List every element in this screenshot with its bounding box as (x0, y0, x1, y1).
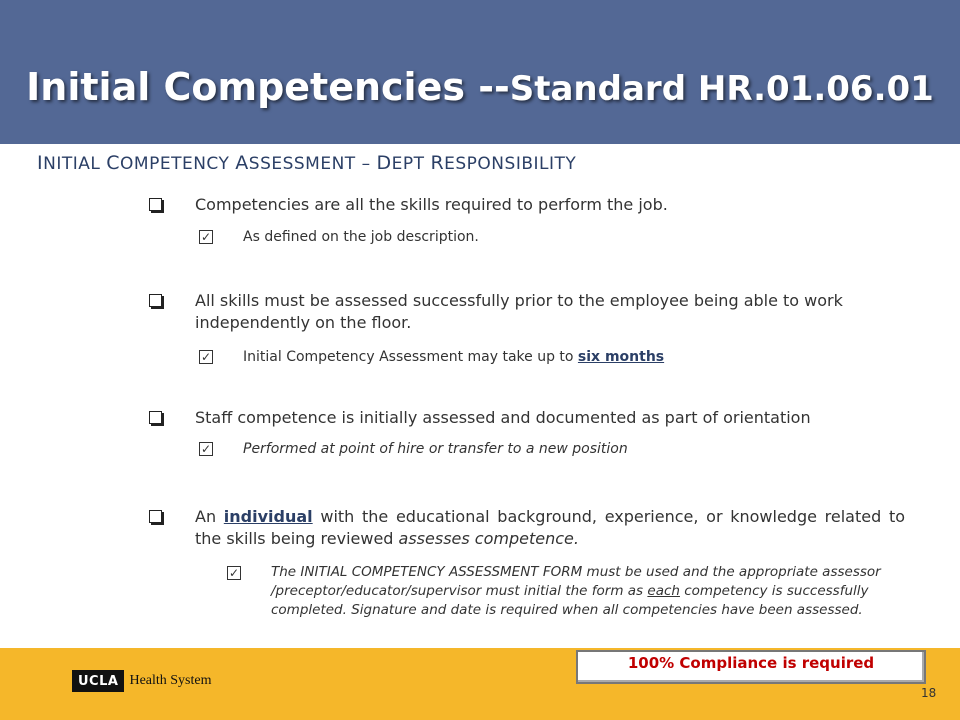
sub-bullet-job-description (200, 227, 903, 247)
sub-bullet-text: As defined on the job description. (243, 229, 479, 245)
individual-highlight: individual (223, 507, 313, 526)
sub-bullet-text: Performed at point of hire or transfer to a new position (243, 441, 628, 457)
bullet-skills-assessed (195, 290, 905, 334)
bullet-staff-competence (195, 407, 905, 429)
title-main: Initial Competencies -- (26, 65, 510, 109)
section-heading (37, 152, 576, 174)
square-bullet-icon (149, 510, 162, 523)
checkbox-checked-icon: ✓ (228, 566, 240, 580)
sub-bullet-text: Initial Competency Assessment may take up to (243, 349, 578, 365)
checkbox-checked-icon: ✓ (200, 230, 212, 244)
checkbox-checked-icon: ✓ (200, 350, 212, 364)
compliance-callout: 100% Compliance is required (576, 650, 926, 684)
title-standard: Standard HR.01.06.01 (509, 69, 934, 109)
heading-text: NITIAL (43, 154, 107, 174)
sub-bullet-point-of-hire (200, 439, 903, 459)
page-number: 18 (921, 686, 937, 700)
heading-text: SSESSMENT – (248, 154, 377, 174)
logo-health-system: Health System (129, 673, 212, 688)
bullet-italic-text: assesses competence. (398, 529, 579, 548)
heading-text: EPT (391, 154, 431, 174)
heading-text: OMPETENCY (120, 154, 236, 174)
sub-bullet-text: competency is successfully completed. Signature and date is required when all competencies have been assessed. (271, 583, 869, 618)
heading-cap: D (376, 152, 392, 174)
slide-title (0, 65, 960, 109)
heading-cap: A (235, 152, 249, 174)
sub-bullet-text: The INITIAL COMPETENCY ASSESSMENT FORM must be used and the appropriate assessor /preceptor/educator/supervisor must initial the form as (271, 564, 881, 599)
heading-cap: R (430, 152, 445, 174)
heading-cap: C (106, 152, 121, 174)
heading-text: ESPONSIBILITY (444, 154, 577, 174)
sub-bullet-assessment-form (228, 563, 907, 620)
heading-cap: I (37, 152, 44, 174)
square-bullet-icon (149, 411, 162, 424)
checkbox-checked-icon: ✓ (200, 442, 212, 456)
ucla-health-logo (72, 670, 212, 692)
bullet-competencies (195, 194, 905, 216)
square-bullet-icon (149, 294, 162, 307)
square-bullet-icon (149, 198, 162, 211)
bullet-text: An (195, 507, 224, 526)
bullet-individual-assessor (195, 506, 905, 550)
bullet-text: with the educational background, experience, or knowledge related to the skills being reviewed (195, 507, 906, 548)
six-months-highlight: six months (577, 349, 665, 365)
sub-bullet-six-months (200, 347, 903, 367)
each-highlight: each (647, 583, 680, 599)
bullet-text: All skills must be assessed successfully prior to the employee being able to work independently on the floor. (195, 291, 843, 332)
bullet-text: Staff competence is initially assessed and documented as part of orientation (195, 408, 811, 427)
logo-ucla: UCLA (72, 670, 124, 692)
bullet-text: Competencies are all the skills required to perform the job. (195, 195, 668, 214)
